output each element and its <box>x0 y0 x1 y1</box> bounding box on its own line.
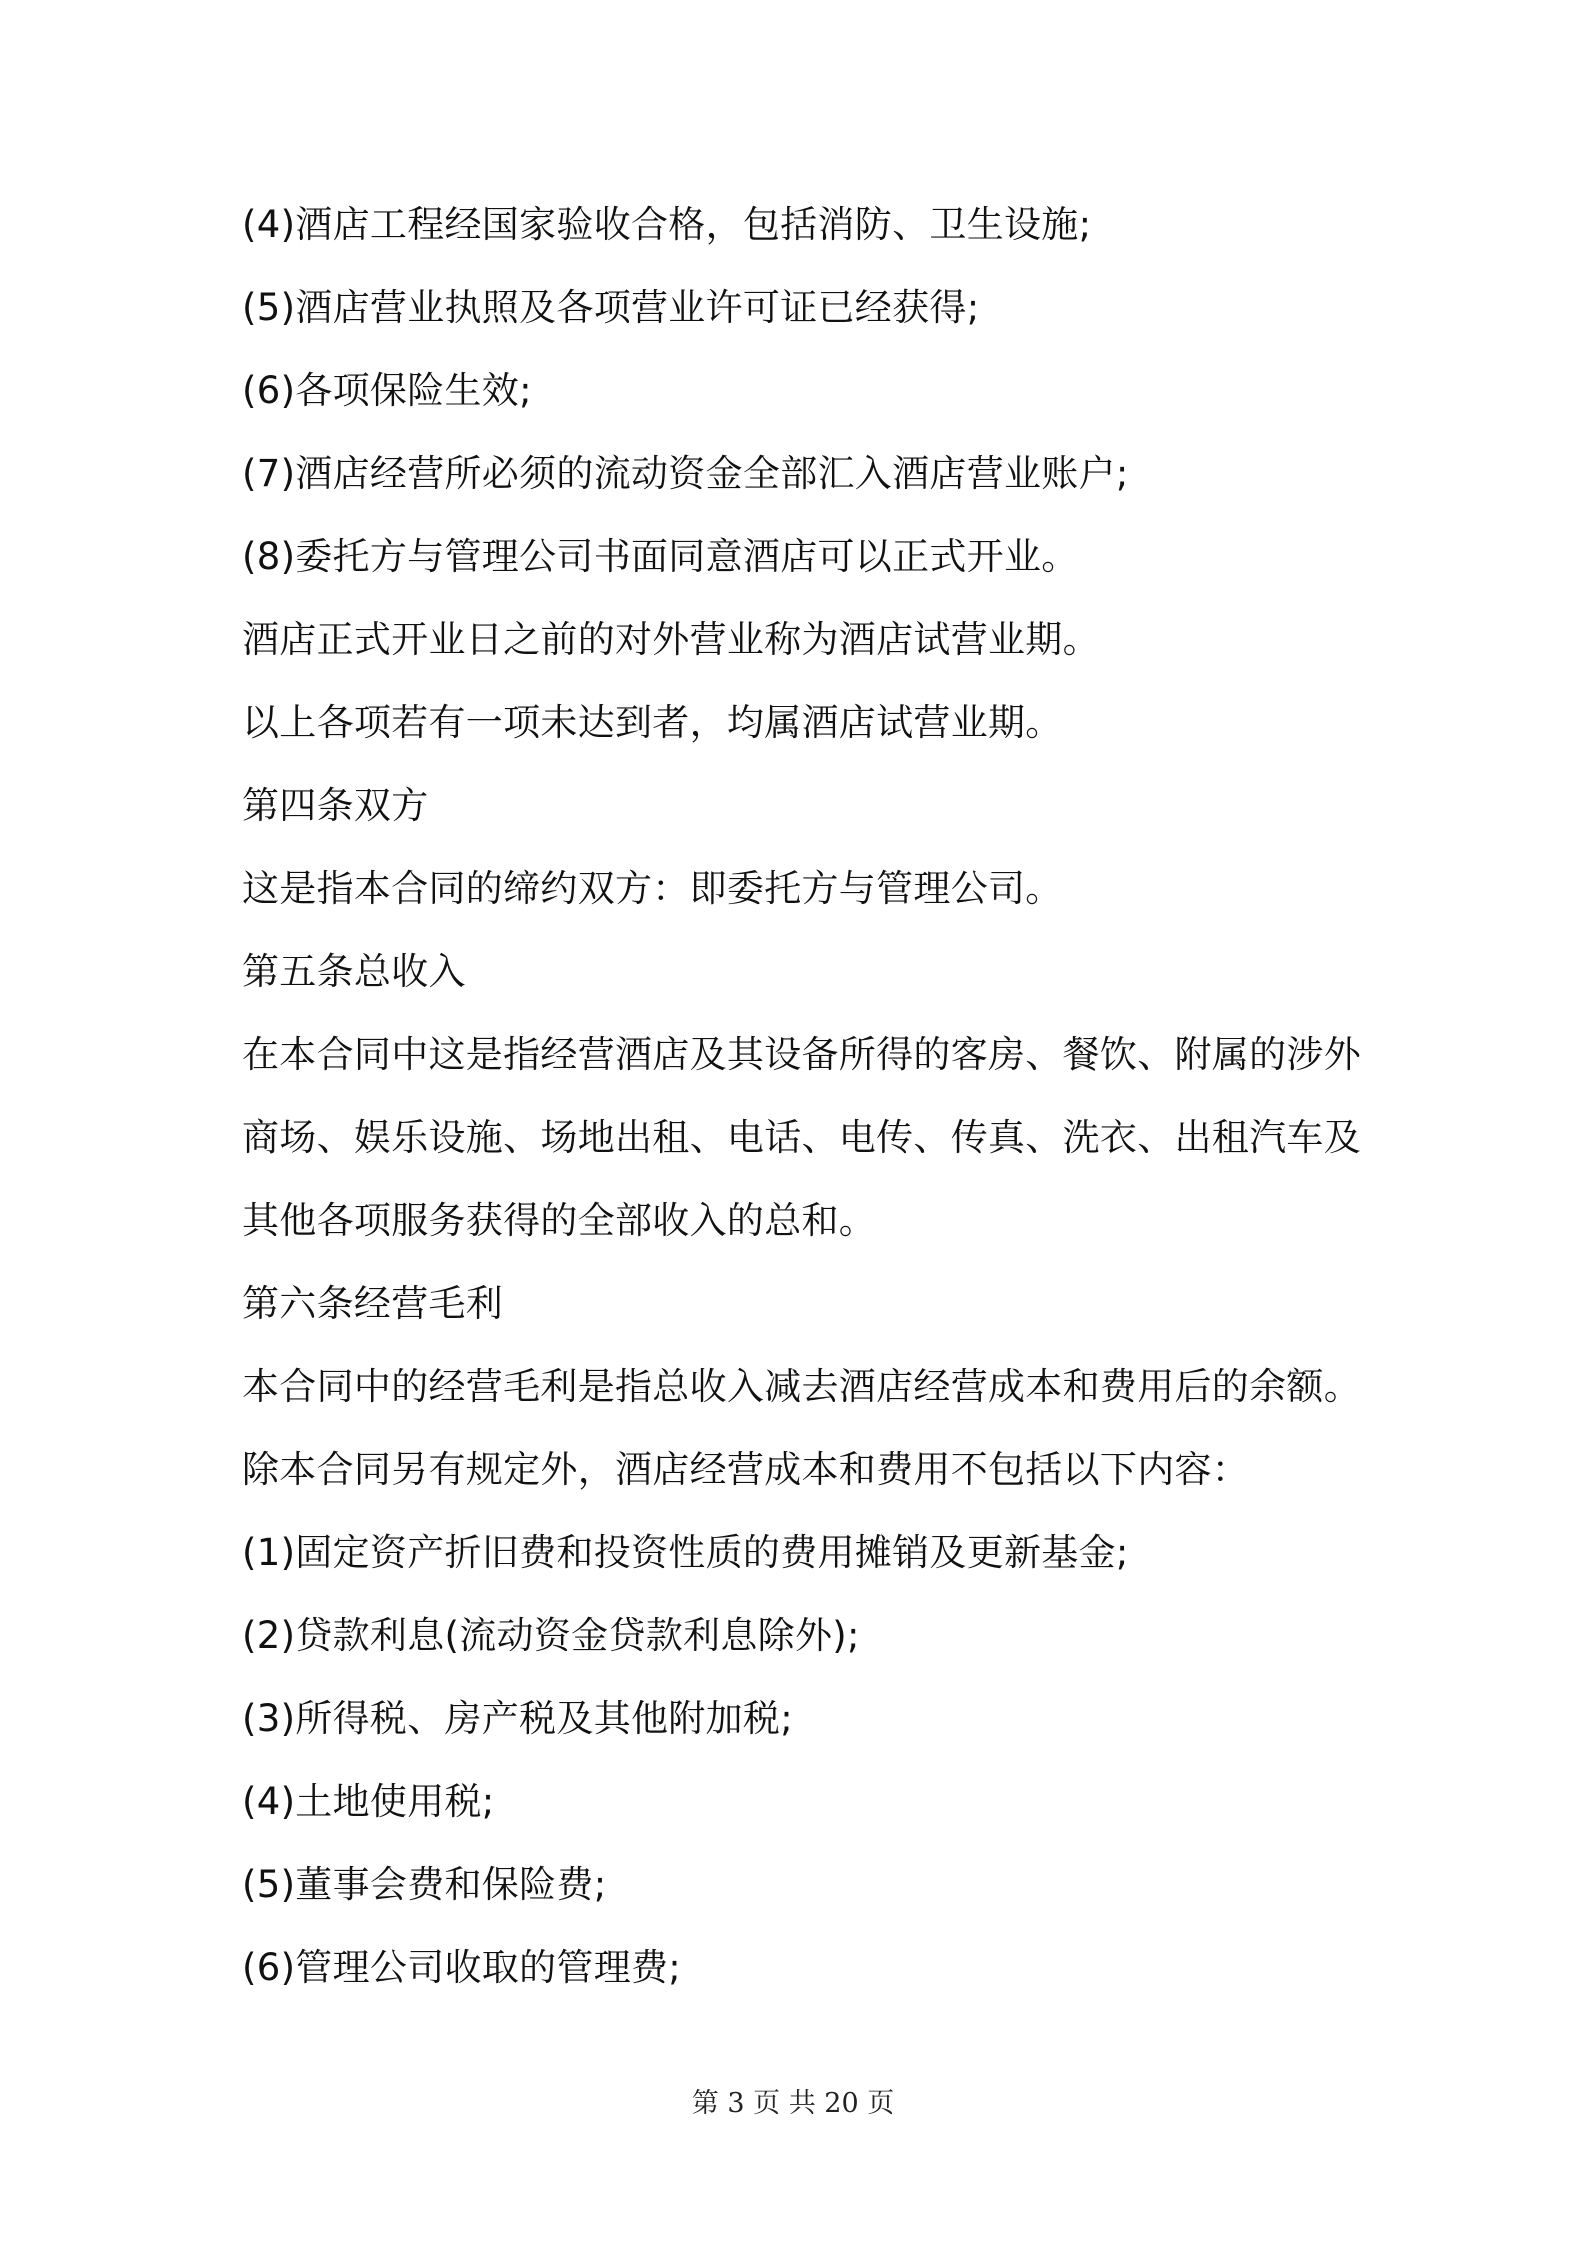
heading-article-4: 第四条双方 <box>242 784 429 827</box>
document-body <box>242 199 1362 2025</box>
exclusion-item-1: (1)固定资产折旧费和投资性质的费用摊销及更新基金; <box>242 1531 1129 1574</box>
list-item-8-written-consent: (8)委托方与管理公司书面同意酒店可以正式开业。 <box>242 535 1079 578</box>
exclusion-item-3: (3)所得税、房产税及其他附加税; <box>242 1697 793 1740</box>
paragraph-exclusions-intro: 除本合同另有规定外，酒店经营成本和费用不包括以下内容： <box>242 1448 1250 1491</box>
heading-article-6: 第六条经营毛利 <box>242 1282 504 1325</box>
exclusion-item-6: (6)管理公司收取的管理费; <box>242 1946 682 1989</box>
paragraph-article-5-line-2: 商场、娱乐设施、场地出租、电话、电传、传真、洗衣、出租汽车及 <box>242 1116 1361 1159</box>
paragraph-article-5-line-1: 在本合同中这是指经营酒店及其设备所得的客房、餐饮、附属的涉外 <box>242 1033 1361 1076</box>
paragraph-trial-period: 酒店正式开业日之前的对外营业称为酒店试营业期。 <box>242 618 1100 661</box>
list-item-4-fire-sanitation: (4)酒店工程经国家验收合格，包括消防、卫生设施; <box>242 203 1092 246</box>
exclusion-item-4: (4)土地使用税; <box>242 1780 495 1823</box>
paragraph-article-6: 本合同中的经营毛利是指总收入减去酒店经营成本和费用后的余额。 <box>242 1365 1361 1408</box>
exclusion-item-5: (5)董事会费和保险费; <box>242 1863 607 1906</box>
heading-article-5: 第五条总收入 <box>242 950 466 993</box>
page-number-footer: 第 3 页 共 20 页 <box>691 2088 895 2119</box>
exclusion-item-2: (2)贷款利息(流动资金贷款利息除外); <box>242 1614 860 1657</box>
list-item-6-insurance: (6)各项保险生效; <box>242 369 532 412</box>
paragraph-article-4: 这是指本合同的缔约双方：即委托方与管理公司。 <box>242 867 1063 910</box>
list-item-5-business-license: (5)酒店营业执照及各项营业许可证已经获得; <box>242 286 980 329</box>
paragraph-article-5-line-3: 其他各项服务获得的全部收入的总和。 <box>242 1199 877 1242</box>
paragraph-trial-period-condition: 以上各项若有一项未达到者，均属酒店试营业期。 <box>242 701 1063 744</box>
list-item-7-working-capital: (7)酒店经营所必须的流动资金全部汇入酒店营业账户; <box>242 452 1129 495</box>
